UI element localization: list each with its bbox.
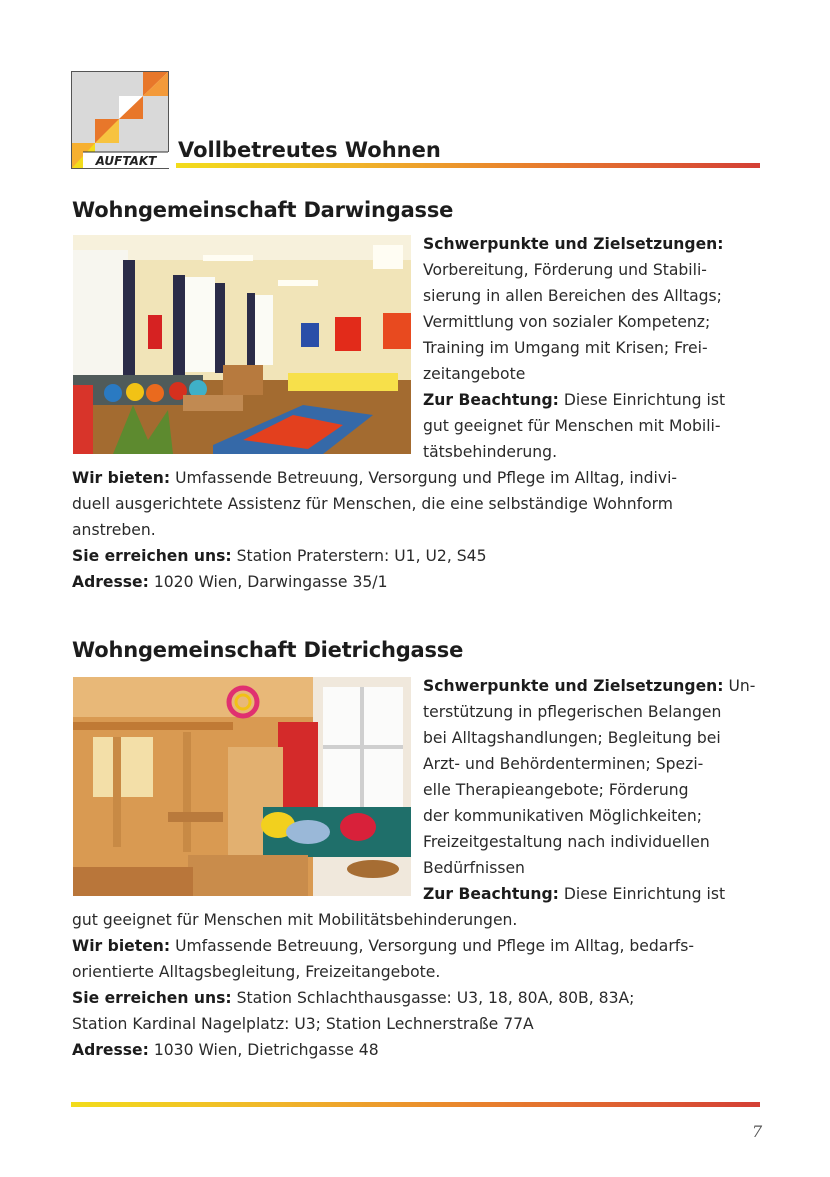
label: Adresse:: [72, 1041, 149, 1059]
text: Freizeitgestaltung nach individuellen: [423, 833, 710, 851]
text: 1030 Wien, Dietrichgasse 48: [148, 1041, 379, 1059]
text: Station Kardinal Nagelplatz: U3; Station Lechnerstraße 77A: [72, 1015, 534, 1033]
logo-graphic: [71, 71, 169, 169]
text: tätsbehinderung.: [423, 443, 558, 461]
page-number: 7: [752, 1122, 763, 1141]
text: Diese Einrichtung ist: [558, 885, 726, 903]
text: orientierte Alltagsbegleitung, Freizeitangebote.: [72, 963, 441, 981]
text: elle Therapieangebote; Förderung: [423, 781, 689, 799]
auftakt-logo: [71, 71, 169, 169]
label: Adresse:: [72, 573, 149, 591]
text: Vermittlung von sozialer Kompetenz;: [423, 313, 711, 331]
text: duell ausgerichtete Assistenz für Menschen, die eine selbständige Wohnform: [72, 495, 673, 513]
title-gradient-rule: [176, 163, 760, 168]
text: Vorbereitung, Förderung und Stabili-: [423, 261, 707, 279]
text: Diese Einrichtung ist: [558, 391, 726, 409]
section-1-side-text: [423, 231, 725, 465]
section-1-full-text: [72, 465, 677, 595]
page-title: Vollbetreutes Wohnen: [178, 138, 441, 162]
label: Wir bieten:: [72, 937, 171, 955]
label: Zur Beachtung:: [423, 391, 559, 409]
text: Training im Umgang mit Krisen; Frei-: [423, 339, 708, 357]
section-title-darwingasse: Wohngemeinschaft Darwingasse: [72, 198, 454, 222]
text: terstützung in pflegerischen Belangen: [423, 703, 722, 721]
footer-gradient-rule: [71, 1102, 760, 1107]
text: Bedürfnissen: [423, 859, 525, 877]
text: Un-: [723, 677, 756, 695]
photo-darwingasse: [73, 235, 411, 454]
text: Umfassende Betreuung, Versorgung und Pflege im Alltag, bedarfs-: [170, 937, 694, 955]
text: der kommunikativen Möglichkeiten;: [423, 807, 703, 825]
section-2-side-text: [423, 673, 755, 907]
photo-dietrichgasse: [73, 677, 411, 896]
text: sierung in allen Bereichen des Alltags;: [423, 287, 722, 305]
section-title-dietrichgasse: Wohngemeinschaft Dietrichgasse: [72, 638, 464, 662]
text: gut geeignet für Menschen mit Mobilitätsbehinderungen.: [72, 911, 518, 929]
text: zeitangebote: [423, 365, 526, 383]
label: Schwerpunkte und Zielsetzungen:: [423, 235, 724, 253]
section-2-full-text: [72, 907, 694, 1063]
text: Arzt- und Behördenterminen; Spezi-: [423, 755, 704, 773]
text: gut geeignet für Menschen mit Mobili-: [423, 417, 721, 435]
label: Zur Beachtung:: [423, 885, 559, 903]
logo-text: AUFTAKT: [95, 154, 157, 168]
label: Sie erreichen uns:: [72, 547, 232, 565]
label: Sie erreichen uns:: [72, 989, 232, 1007]
label: Schwerpunkte und Zielsetzungen:: [423, 677, 724, 695]
text: Station Praterstern: U1, U2, S45: [231, 547, 487, 565]
text: 1020 Wien, Darwingasse 35/1: [148, 573, 388, 591]
text: anstreben.: [72, 521, 156, 539]
text: Station Schlachthausgasse: U3, 18, 80A, 80B, 83A;: [231, 989, 635, 1007]
label: Wir bieten:: [72, 469, 171, 487]
text: bei Alltagshandlungen; Begleitung bei: [423, 729, 721, 747]
text: Umfassende Betreuung, Versorgung und Pflege im Alltag, indivi-: [170, 469, 678, 487]
